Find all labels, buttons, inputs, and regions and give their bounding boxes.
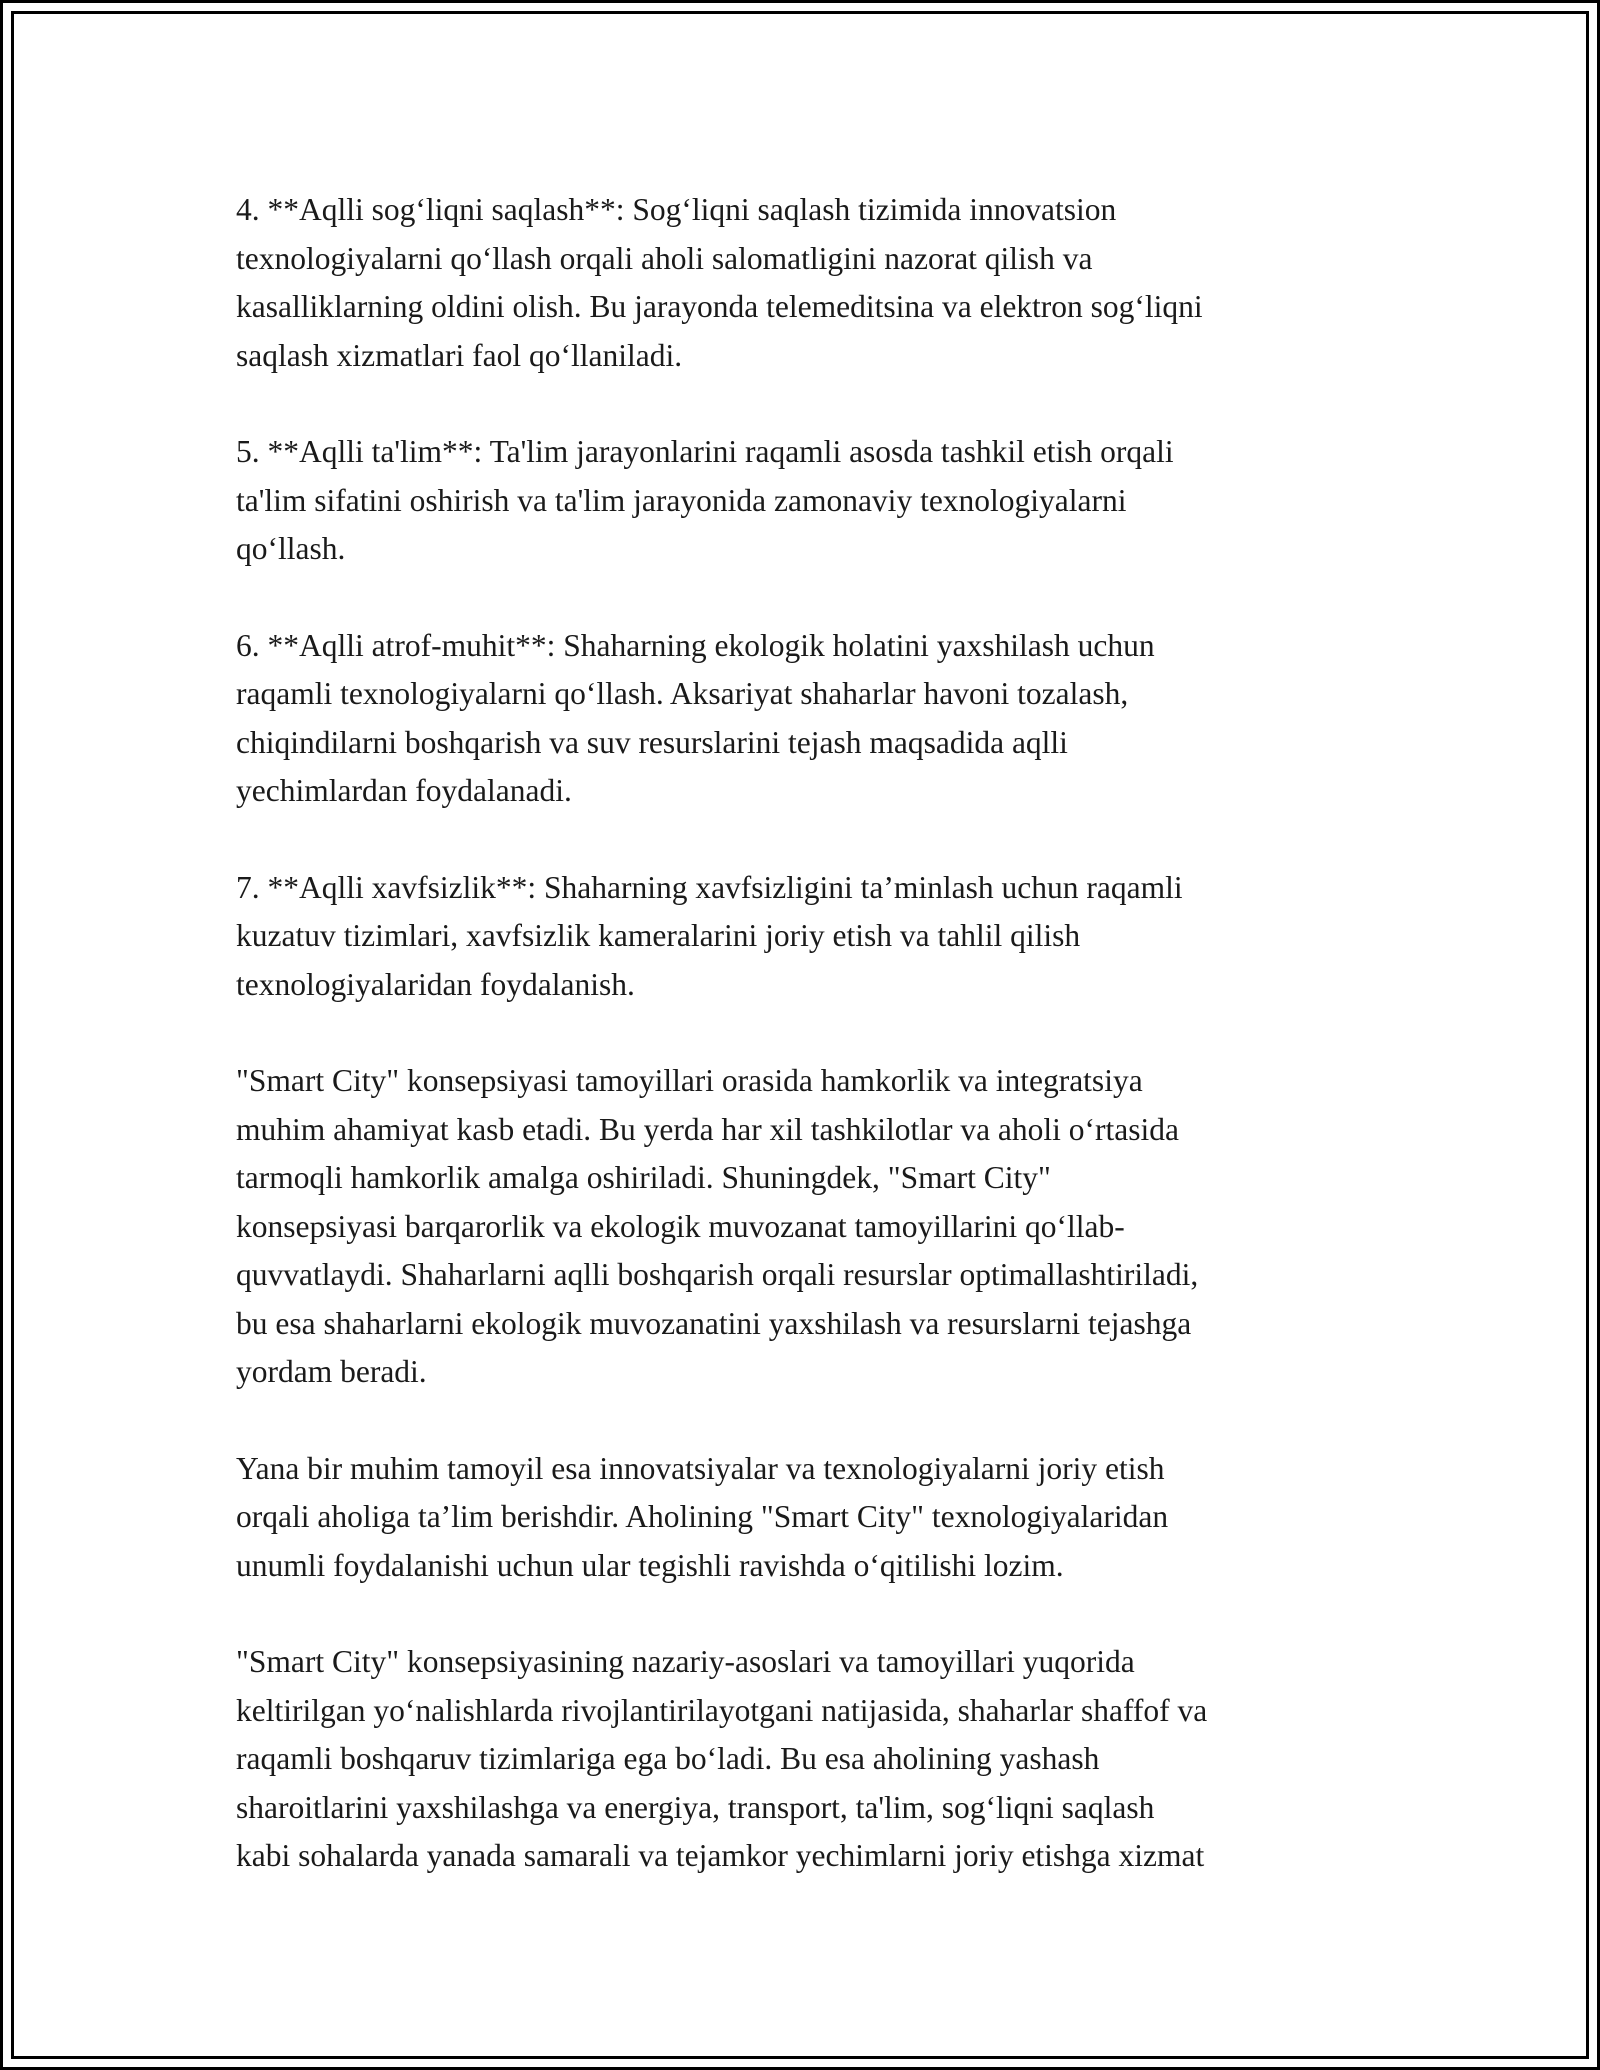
paragraph-cooperation-integration: "Smart City" konsepsiyasi tamoyillari orasida hamkorlik va integratsiya muhim ahamiyat kasb etadi. Bu yerda har xil tashkilotlar va aholi o‘rtasida tarmoqli hamkorlik amalga oshiriladi. Shuningdek, "Smart City" konsepsiyasi barqarorlik va ekologik muvozanat tamoyillarini qo‘llab- quvvatlaydi. Shaharlarni aqlli boshqarish orqali resurslar optimallashtiriladi, bu esa shaharlarni ekologik muvozanatini yaxshilash va resurslarni tejashga yordam beradi. xyxy=(236,1063,1199,1389)
document-body xyxy=(236,186,1396,1881)
paragraph-smart-security: 7. **Aqlli xavfsizlik**: Shaharning xavfsizligini ta’minlash uchun raqamli kuzatuv tizimlari, xavfsizlik kameralarini joriy etish va tahlil qilish texnologiyalaridan foydalanish. xyxy=(236,869,1183,1002)
paragraph-smart-environment: 6. **Aqlli atrof-muhit**: Shaharning ekologik holatini yaxshilash uchun raqamli texnologiyalarni qo‘llash. Aksariyat shaharlar havoni tozalash, chiqindilarni boshqarish va suv resurslarini tejash maqsadida aqlli yechimlardan foydalanadi. xyxy=(236,627,1155,808)
paragraph-smart-healthcare: 4. **Aqlli sog‘liqni saqlash**: Sog‘liqni saqlash tizimida innovatsion texnologiyalarni qo‘llash orqali aholi salomatligini nazorat qilish va kasalliklarning oldini olish. Bu jarayonda telemeditsina va elektron sog‘liqni saqlash xizmatlari faol qo‘llaniladi. xyxy=(236,192,1203,373)
paragraph-smart-education: 5. **Aqlli ta'lim**: Ta'lim jarayonlarini raqamli asosda tashkil etish orqali ta'lim sifatini oshirish va ta'lim jarayonida zamonaviy texnologiyalarni qo‘llash. xyxy=(236,434,1174,566)
paragraph-theoretical-foundations: "Smart City" konsepsiyasining nazariy-asoslari va tamoyillari yuqorida keltirilgan yo‘nalishlarda rivojlantirilayotgani natijasida, shaharlar shaffof va raqamli boshqaruv tizimlariga ega bo‘ladi. Bu esa aholining yashash sharoitlarini yaxshilashga va energiya, transport, ta'lim, sog‘liqni saqlash kabi sohalarda yanada samarali va tejamkor yechimlarni joriy etishga xizmat xyxy=(236,1644,1208,1873)
paragraph-population-education: Yana bir muhim tamoyil esa innovatsiyalar va texnologiyalarni joriy etish orqali aholiga ta’lim berishdir. Aholining "Smart City" texnologiyalaridan unumli foydalanishi uchun ular tegishli ravishda o‘qitilishi lozim. xyxy=(236,1450,1169,1583)
